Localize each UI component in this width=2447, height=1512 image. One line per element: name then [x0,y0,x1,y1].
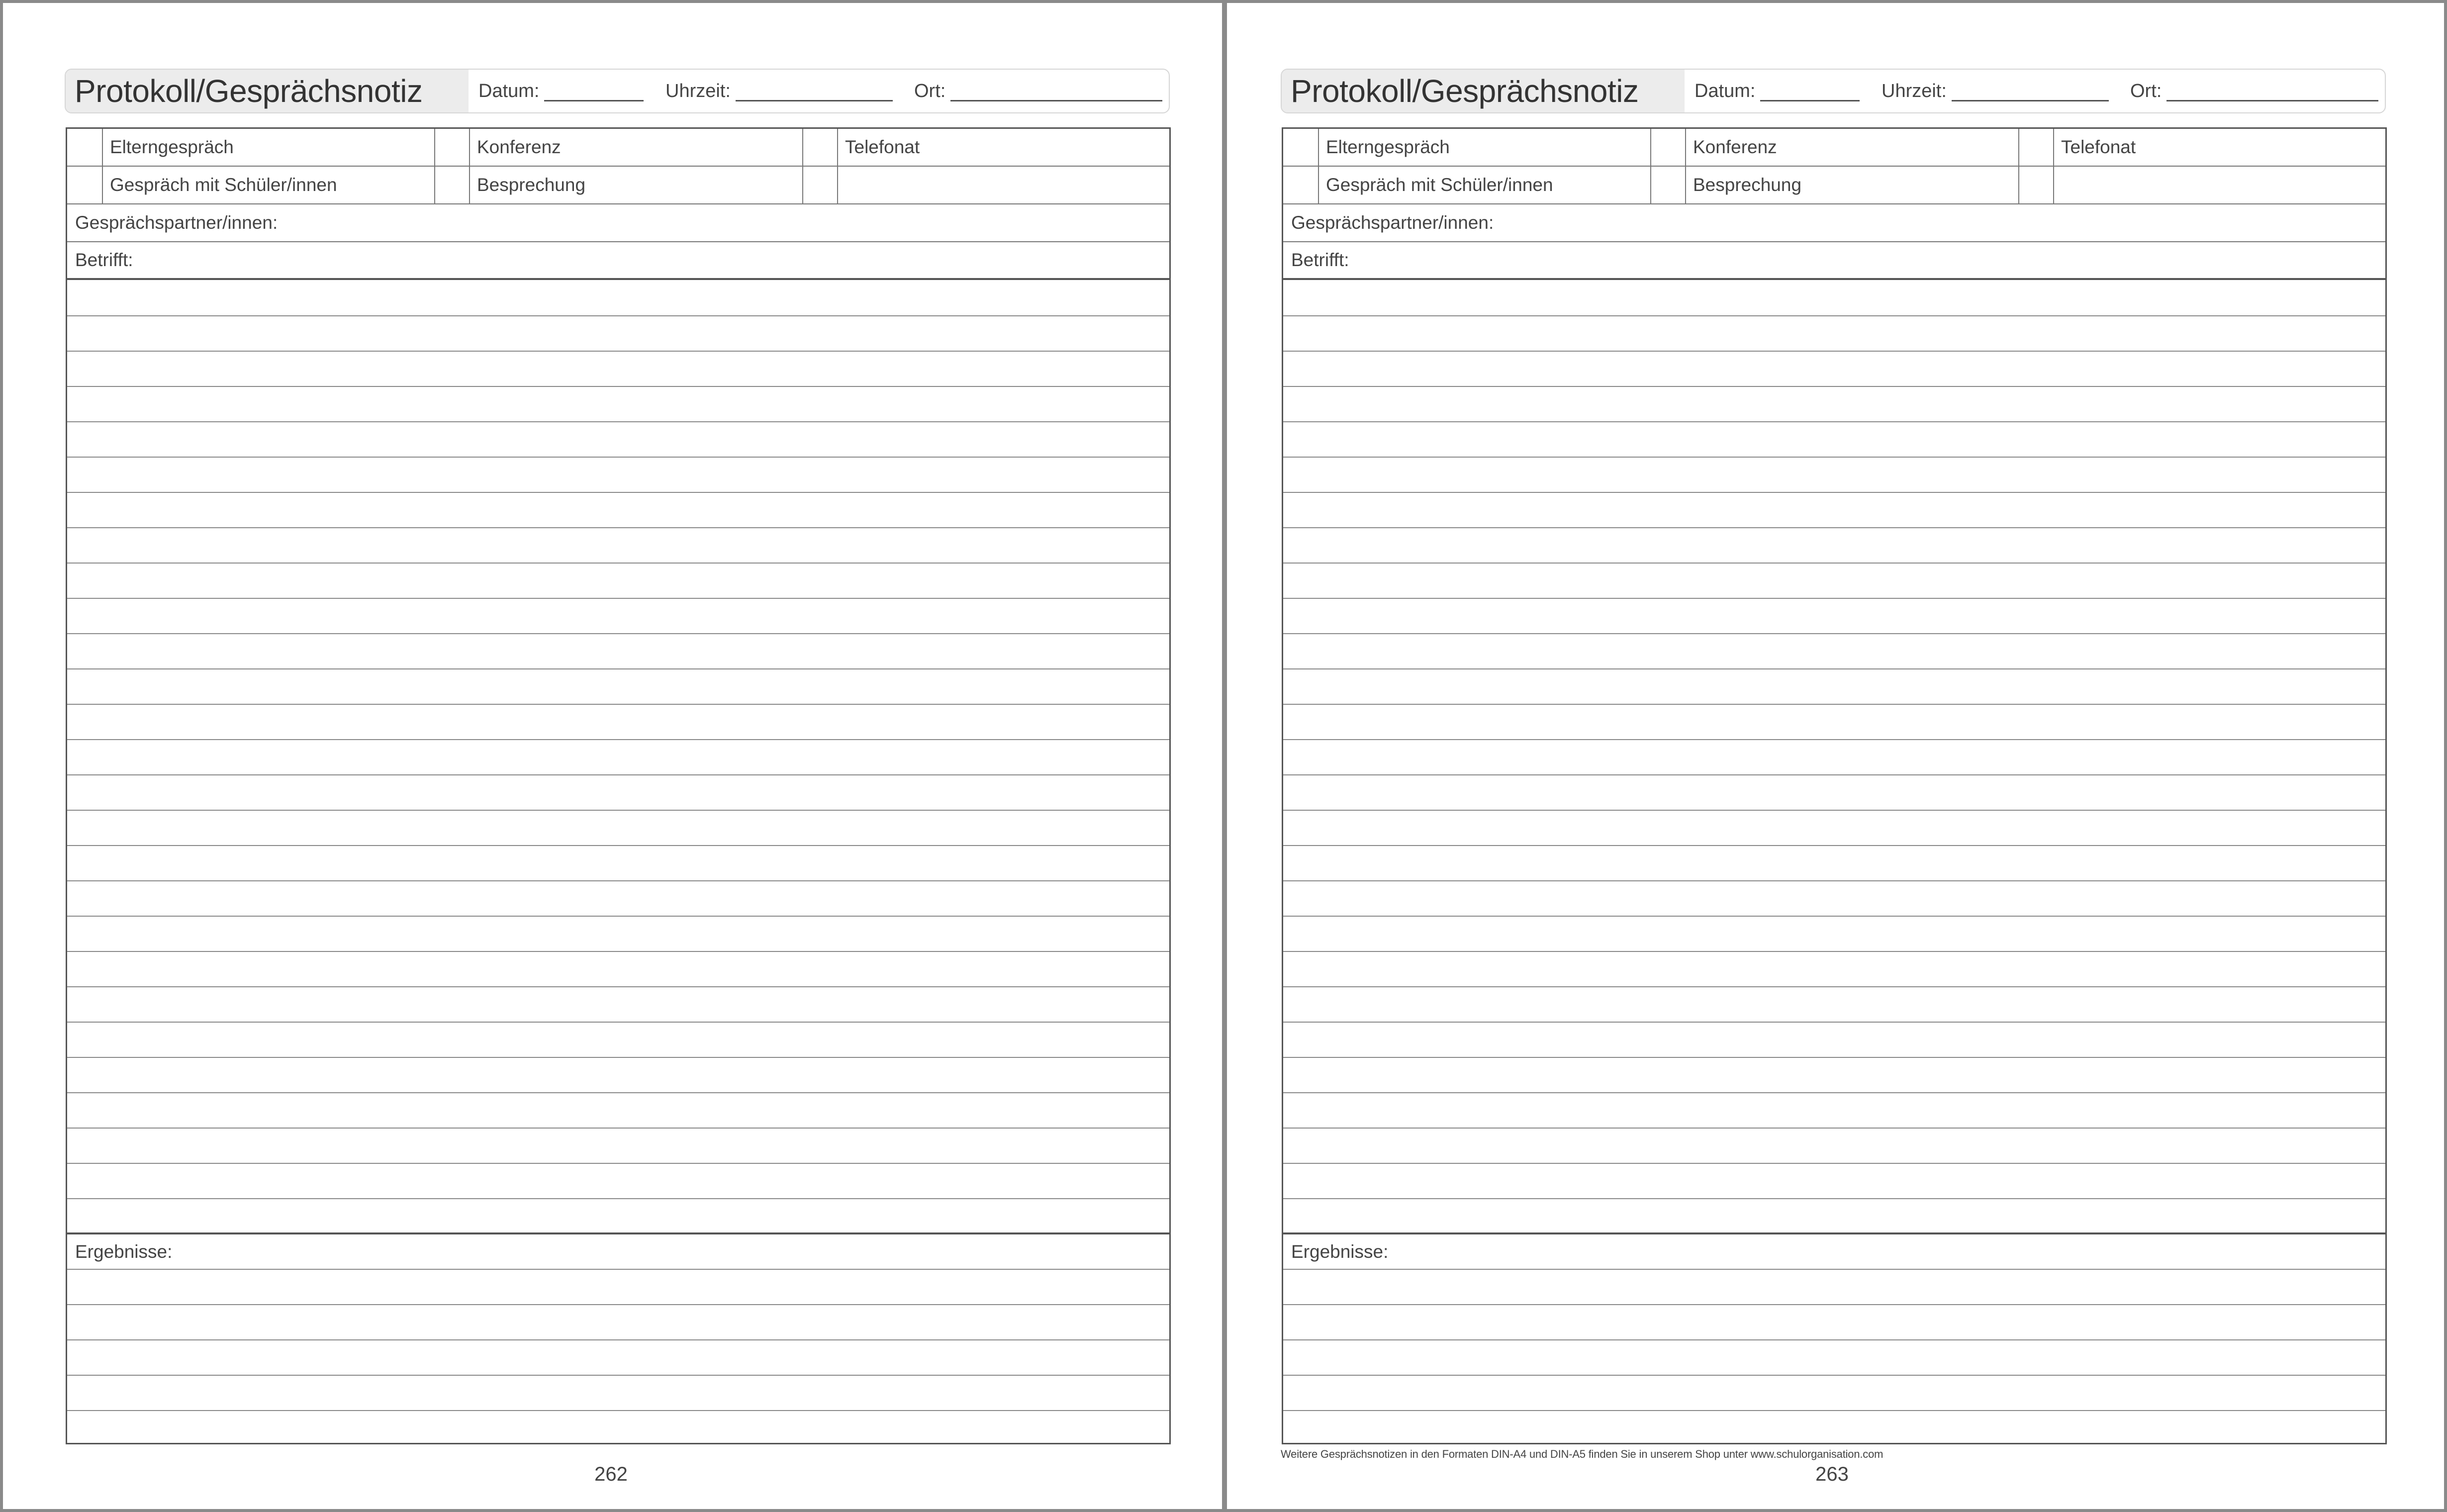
place-field[interactable] [2130,70,2378,112]
writing-line[interactable] [67,1093,1169,1129]
writing-line[interactable] [67,1058,1169,1093]
writing-line[interactable] [67,1023,1169,1058]
checkbox[interactable] [1650,167,1685,203]
partners-row[interactable] [67,204,1169,242]
writing-line[interactable] [1283,740,2385,775]
option-label: Telefonat [2053,129,2385,166]
checkbox[interactable] [2018,167,2053,203]
date-blank[interactable] [1760,81,1860,101]
writing-line[interactable] [67,564,1169,599]
date-blank[interactable] [544,81,644,101]
time-field[interactable] [1882,70,2109,112]
concerns-row[interactable] [67,242,1169,280]
option-label: Konferenz [1685,129,2018,166]
date-field[interactable] [478,70,644,112]
writing-line[interactable] [1283,1023,2385,1058]
place-label: Ort: [2130,80,2162,101]
option-label: Elterngespräch [1318,129,1650,166]
writing-line[interactable] [1283,316,2385,352]
checkbox[interactable] [802,167,837,203]
page-number: 262 [594,1463,628,1485]
writing-line[interactable] [1283,1270,2385,1305]
place-field[interactable] [914,70,1162,112]
writing-line[interactable] [67,352,1169,387]
writing-line[interactable] [1283,387,2385,422]
checkbox-row [1283,129,2385,167]
writing-line[interactable] [1283,564,2385,599]
writing-line[interactable] [1283,846,2385,881]
writing-line[interactable] [67,1305,1169,1340]
writing-line[interactable] [1283,422,2385,458]
writing-line[interactable] [67,846,1169,881]
time-field[interactable] [665,70,893,112]
page-right [1224,3,2440,1509]
writing-line[interactable] [1283,1376,2385,1411]
checkbox[interactable] [802,129,837,166]
checkbox-row [1283,167,2385,204]
form-table [66,127,1171,1444]
page-number: 263 [1815,1463,1849,1485]
checkbox[interactable] [434,167,469,203]
time-blank[interactable] [736,81,893,101]
writing-line[interactable] [1283,987,2385,1023]
checkbox[interactable] [434,129,469,166]
writing-line[interactable] [67,1340,1169,1376]
writing-line[interactable] [67,493,1169,528]
writing-line[interactable] [67,705,1169,740]
shop-footnote: Weitere Gesprächsnotizen in den Formaten DIN-A4 und DIN-A5 finden Sie in unserem Shop unter www.schulorganisation.com [1281,1448,1883,1460]
writing-line[interactable] [67,775,1169,811]
option-label[interactable] [2053,167,2385,203]
writing-line[interactable] [1283,1411,2385,1446]
date-field[interactable] [1694,70,1860,112]
writing-line[interactable] [1283,1305,2385,1340]
option-label: Telefonat [837,129,1169,166]
notes-lines[interactable] [67,281,1169,1234]
concerns-label: Betrifft: [1291,250,1349,270]
option-label: Gespräch mit Schüler/innen [102,167,434,203]
option-label: Gespräch mit Schüler/innen [1318,167,1650,203]
writing-line[interactable] [67,952,1169,987]
time-label: Uhrzeit: [1882,80,1947,101]
writing-line[interactable] [1283,281,2385,316]
writing-line[interactable] [1283,705,2385,740]
results-lines[interactable] [1283,1270,2385,1446]
place-blank[interactable] [950,81,1162,101]
date-label: Datum: [1694,80,1756,101]
writing-line[interactable] [67,281,1169,316]
writing-line[interactable] [67,1129,1169,1164]
place-label: Ort: [914,80,946,101]
writing-line[interactable] [1283,1199,2385,1234]
writing-line[interactable] [1283,1093,2385,1129]
writing-line[interactable] [67,811,1169,846]
writing-line[interactable] [67,917,1169,952]
writing-line[interactable] [1283,811,2385,846]
writing-line[interactable] [67,599,1169,634]
writing-line[interactable] [1283,1129,2385,1164]
writing-line[interactable] [67,634,1169,669]
writing-line[interactable] [67,316,1169,352]
writing-line[interactable] [1283,881,2385,917]
writing-line[interactable] [67,387,1169,422]
form-title: Protokoll/Gesprächsnotiz [66,70,469,112]
checkbox[interactable] [1283,167,1318,203]
writing-line[interactable] [1283,352,2385,387]
writing-line[interactable] [67,422,1169,458]
checkbox[interactable] [1283,129,1318,166]
writing-line[interactable] [1283,1164,2385,1199]
results-label: Ergebnisse: [75,1241,173,1262]
option-label[interactable] [837,167,1169,203]
time-blank[interactable] [1952,81,2109,101]
writing-line[interactable] [1283,775,2385,811]
form-header [1281,69,2386,113]
checkbox[interactable] [67,167,102,203]
writing-line[interactable] [1283,634,2385,669]
writing-line[interactable] [1283,917,2385,952]
writing-line[interactable] [67,740,1169,775]
writing-line[interactable] [1283,528,2385,564]
checkbox[interactable] [67,129,102,166]
writing-line[interactable] [67,1164,1169,1199]
writing-line[interactable] [67,881,1169,917]
writing-line[interactable] [67,1270,1169,1305]
writing-line[interactable] [67,987,1169,1023]
place-blank[interactable] [2166,81,2378,101]
writing-line[interactable] [1283,458,2385,493]
results-lines[interactable] [67,1270,1169,1446]
partners-row[interactable] [1283,204,2385,242]
writing-line[interactable] [67,1376,1169,1411]
writing-line[interactable] [67,1411,1169,1446]
page-left [3,3,1219,1509]
option-label: Elterngespräch [102,129,434,166]
writing-line[interactable] [67,1199,1169,1234]
concerns-row[interactable] [1283,242,2385,280]
writing-line[interactable] [1283,599,2385,634]
writing-line[interactable] [67,458,1169,493]
form-title: Protokoll/Gesprächsnotiz [1282,70,1685,112]
checkbox-row [67,129,1169,167]
writing-line[interactable] [67,528,1169,564]
writing-line[interactable] [1283,1340,2385,1376]
checkbox-row [67,167,1169,204]
time-label: Uhrzeit: [665,80,731,101]
writing-line[interactable] [1283,669,2385,705]
option-label: Besprechung [469,167,802,203]
writing-line[interactable] [1283,1058,2385,1093]
form-header [65,69,1170,113]
date-label: Datum: [478,80,540,101]
checkbox[interactable] [2018,129,2053,166]
option-label: Besprechung [1685,167,2018,203]
form-table [1282,127,2387,1444]
writing-line[interactable] [67,669,1169,705]
partners-label: Gesprächspartner/innen: [1291,212,1494,233]
results-row[interactable] [67,1234,1169,1270]
notes-lines[interactable] [1283,281,2385,1234]
option-label: Konferenz [469,129,802,166]
writing-line[interactable] [1283,493,2385,528]
results-row[interactable] [1283,1234,2385,1270]
concerns-label: Betrifft: [75,250,133,270]
writing-line[interactable] [1283,952,2385,987]
results-label: Ergebnisse: [1291,1241,1389,1262]
checkbox[interactable] [1650,129,1685,166]
partners-label: Gesprächspartner/innen: [75,212,278,233]
